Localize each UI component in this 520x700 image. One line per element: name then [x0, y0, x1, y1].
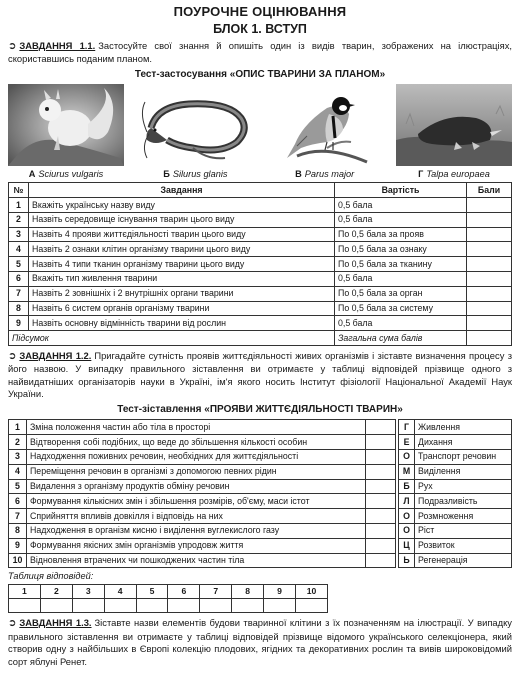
answer-letter-cell[interactable] [232, 599, 264, 613]
animal-images [8, 84, 512, 166]
table-row: Л Подразливість [399, 494, 512, 509]
answer-letter-cell[interactable] [40, 599, 72, 613]
score-cell[interactable] [467, 301, 512, 316]
score-cell[interactable] [467, 212, 512, 227]
answer-letter-cell[interactable] [136, 599, 168, 613]
table-row: 9 Формування якісних змін організмів упродовж життя [9, 538, 396, 553]
answer-letter-cell[interactable] [168, 599, 200, 613]
table-row: О Розмноження [399, 509, 512, 524]
table-row: 9 Назвіть основну відмінність тварини від рослин 0,5 бала [9, 316, 512, 331]
animal-caption: А Sciurus vulgaris [28, 168, 104, 179]
table-row: 3 Надходження поживних речовин, необхідних для життєдіяльності [9, 449, 396, 464]
great-tit-image [267, 84, 383, 166]
task-label: ЗАВДАННЯ 1.2. [19, 350, 92, 362]
score-cell[interactable] [467, 257, 512, 272]
answer-input-row [9, 599, 328, 613]
total-score-cell[interactable] [467, 331, 512, 346]
score-cell[interactable] [467, 316, 512, 331]
table-row: М Виділення [399, 464, 512, 479]
animal-captions [8, 166, 512, 182]
table-row: О Транспорт речовин [399, 449, 512, 464]
table-row: 7 Сприйняття впливів довкілля і відповідь на них [9, 509, 396, 524]
answer-letter-cell[interactable] [104, 599, 136, 613]
score-cell[interactable] [467, 198, 512, 213]
task-1-3-text [8, 617, 512, 668]
answer-cell[interactable] [366, 449, 396, 464]
answer-cell[interactable] [366, 494, 396, 509]
table-row: 8 Назвіть 6 систем органів організму тварини По 0,5 бала за систему [9, 301, 512, 316]
task-label: ЗАВДАННЯ 1.1. [19, 40, 96, 51]
summary-row: Підсумок Загальна сума балів [9, 331, 512, 346]
table-row: 4 Переміщення речовин в організмі з допомогою певних рідин [9, 464, 396, 479]
table-row: 6 Формування кількісних змін і збільшення розмірів, об'єму, маси істот [9, 494, 396, 509]
block-title: БЛОК 1. ВСТУП [213, 22, 307, 36]
answer-cell[interactable] [366, 538, 396, 553]
task-marker-icon: ➲ [8, 351, 17, 363]
table-row: 2 Відтворення собі подібних, що веде до збільшення кількості особин [9, 435, 396, 450]
table-row: Е Дихання [399, 435, 512, 450]
task-description: Зіставте назви елементів будови тваринної клітини з їх позначенням на ілюстрації. У випадку правильного зіставлення ви отримаєте у таблиці відповідей прізвище відомого українського селекціонера, який створив одну з найбільших в Європі колекцію плодових, ягідних та декоративних рослин та вивів широковідомий сорт яблуні Ренет. [8, 617, 512, 667]
answer-cell[interactable] [366, 553, 396, 568]
table-row: 6 Вкажіть тип живлення тварини 0,5 бала [9, 272, 512, 287]
mole-image [396, 84, 512, 166]
table-row: 7 Назвіть 2 зовнішніх і 2 внутрішніх органи тварини По 0,5 бала за орган [9, 286, 512, 301]
table-row: 2 Назвіть середовище існування тварин цього виду 0,5 бала [9, 212, 512, 227]
table-row: 5 Назвіть 4 типи тканин організму тварини цього виду По 0,5 бала за тканину [9, 257, 512, 272]
answer-cell[interactable] [366, 464, 396, 479]
score-cell[interactable] [467, 272, 512, 287]
test-title-2: Тест-зіставлення «ПРОЯВИ ЖИТТЄДІЯЛЬНОСТІ ТВАРИН» [117, 403, 403, 415]
table-row: Г Живлення [399, 420, 512, 435]
score-cell[interactable] [467, 286, 512, 301]
task-1-2-text [8, 350, 512, 401]
table-row: 5 Видалення з організму продуктів обміну речовин [9, 479, 396, 494]
table-header-row: № Завдання Вартість Бали [9, 183, 512, 198]
animal-caption: В Parus major [295, 168, 355, 179]
task-description: Пригадайте сутність проявів життєдіяльності живих організмів і зіставте визначення процесу з його назвою. У випадку правильного зіставлення ви отримаєте у таблиці відповідей прізвище одного з найвидатніших організаторів науки в Україні, ім'я якого носить Інститут фізіології Національної Академії Наук України. [8, 350, 512, 400]
task-label: ЗАВДАННЯ 1.3. [19, 617, 92, 629]
table-row: Ц Розвиток [399, 538, 512, 553]
score-cell[interactable] [467, 242, 512, 257]
description-plan-table [8, 182, 512, 346]
table-row: 10 Відновлення втрачених чи пошкоджених частин тіла [9, 553, 396, 568]
task-1-1-text [8, 40, 512, 66]
answer-cell[interactable] [366, 523, 396, 538]
answer-number-row: 1 2 3 4 5 6 7 8 9 10 [9, 585, 328, 599]
table-row: 1 Зміна положення частин або тіла в просторі [9, 420, 396, 435]
task-marker-icon: ➲ [8, 41, 17, 52]
answer-cell[interactable] [366, 479, 396, 494]
answer-cell[interactable] [366, 435, 396, 450]
table-row: Б Рух [399, 479, 512, 494]
table-row: 3 Назвіть 4 прояви життєдіяльності тварин цього виду По 0,5 бала за прояв [9, 227, 512, 242]
answer-letter-cell[interactable] [200, 599, 232, 613]
test-title-1: Тест-застосування «ОПИС ТВАРИНИ ЗА ПЛАНОМ» [134, 68, 386, 80]
table-row: Ь Регенерація [399, 553, 512, 568]
table-row: О Ріст [399, 523, 512, 538]
answer-letter-cell[interactable] [9, 599, 41, 613]
definitions-table [8, 419, 396, 568]
answer-table [8, 584, 328, 613]
answer-table-title: Таблиця відповідей: [8, 571, 94, 582]
catfish-image [137, 84, 253, 166]
table-row: 8 Надходження в організм кисню і виділення вуглекислого газу [9, 523, 396, 538]
task-description: Застосуйте свої знання й опишіть один із видів тварин, зображених на ілюстраціях, скориставшись поданим планом. [8, 40, 512, 65]
table-row: 1 Вкажіть українську назву виду 0,5 бала [9, 198, 512, 213]
animal-caption: Б Silurus glanis [163, 168, 228, 179]
score-cell[interactable] [467, 227, 512, 242]
answer-cell[interactable] [366, 509, 396, 524]
table-row: 4 Назвіть 2 ознаки клітин організму тварини цього виду По 0,5 бала за ознаку [9, 242, 512, 257]
answer-cell[interactable] [366, 420, 396, 435]
animal-caption: Г Talpa europaea [418, 168, 490, 179]
answer-letter-cell[interactable] [264, 599, 296, 613]
answer-letter-cell[interactable] [72, 599, 104, 613]
task-marker-icon: ➲ [8, 618, 17, 630]
squirrel-image [8, 84, 124, 166]
terms-table [398, 419, 512, 568]
page-title: ПОУРОЧНЕ ОЦІНЮВАННЯ [173, 4, 347, 19]
answer-letter-cell[interactable] [296, 599, 328, 613]
